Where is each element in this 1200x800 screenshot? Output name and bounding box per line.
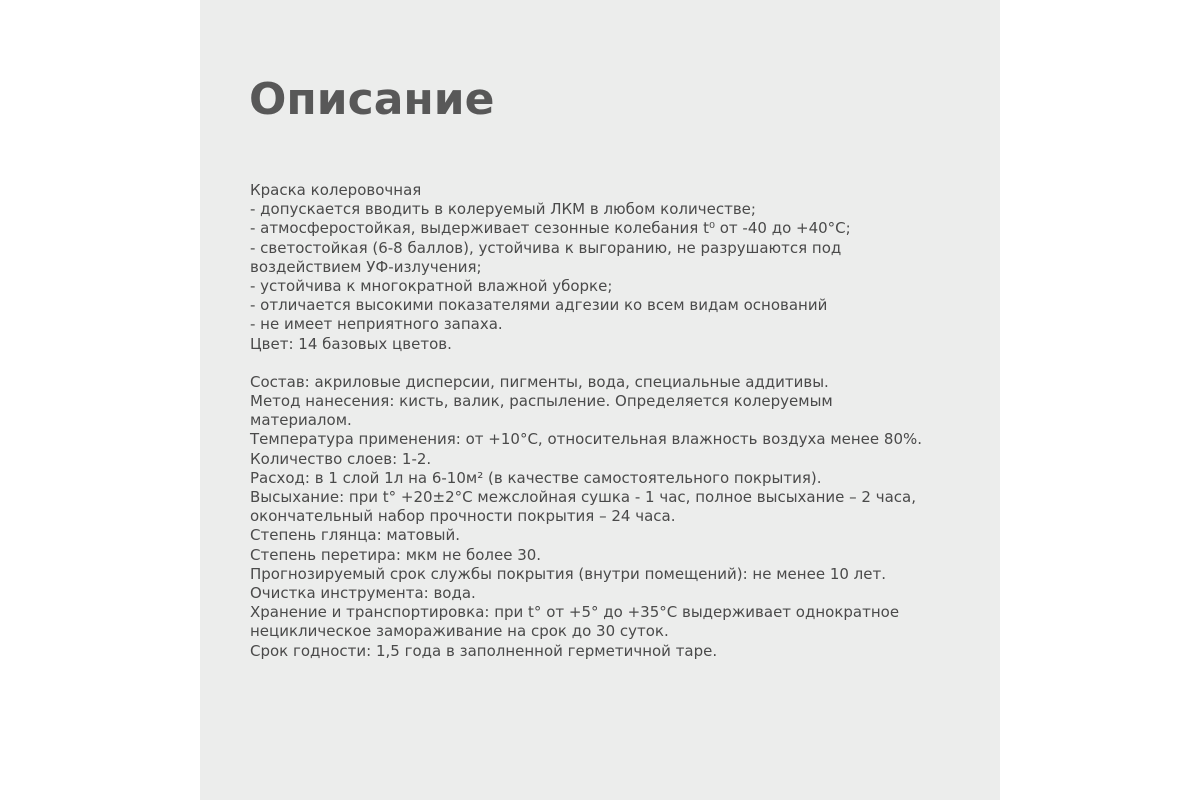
description-line: - не имеет неприятного запаха.	[250, 315, 503, 334]
description-line: - устойчива к многократной влажной уборке;	[250, 276, 613, 295]
description-card	[200, 0, 1000, 800]
spec-line: Количество слоев: 1-2.	[250, 449, 432, 468]
spec-line: Прогнозируемый срок службы покрытия (внутри помещений): не менее 10 лет.	[250, 564, 886, 583]
spec-line: Состав: акриловые дисперсии, пигменты, вода, специальные аддитивы.	[250, 372, 829, 391]
paragraph-gap	[250, 354, 970, 373]
spec-line: Хранение и транспортировка: при t° от +5° до +35°C выдерживает однократное	[250, 603, 900, 622]
description-line: Краска колеровочная	[250, 181, 422, 199]
spec-line: Метод нанесения: кисть, валик, распыление. Определяется колеруемым	[250, 392, 833, 411]
description-line: - отличается высокими показателями адгезии ко всем видам оснований	[250, 296, 828, 315]
page-title: Описание	[249, 74, 495, 125]
spec-line: Расход: в 1 слой 1л на 6-10м² (в качестве самостоятельного покрытия).	[250, 468, 822, 487]
description-line: воздействием УФ-излучения;	[250, 257, 482, 276]
spec-line: Температура применения: от +10°C, относительная влажность воздуха менее 80%.	[250, 430, 923, 449]
description-line: - светостойкая (6-8 баллов), устойчива к выгоранию, не разрушаются под	[250, 238, 842, 257]
spec-line: материалом.	[250, 411, 352, 430]
description-line: - допускается вводить в колеруемый ЛКМ в любом количестве;	[250, 200, 756, 219]
spec-line: Срок годности: 1,5 года в заполненной герметичной таре.	[250, 641, 718, 660]
description-line: - атмосферостойкая, выдерживает сезонные колебания t⁰ от -40 до +40°C;	[250, 219, 851, 238]
spec-line: Высыхание: при t° +20±2°C межслойная сушка - 1 час, полное высыхание – 2 часа,	[250, 488, 916, 506]
spec-line: Степень глянца: матовый.	[250, 526, 461, 545]
description-body	[250, 181, 970, 661]
spec-line: Очистка инструмента: вода.	[250, 583, 476, 602]
spec-line: окончательный набор прочности покрытия – 24 часа.	[250, 507, 676, 526]
description-line: Цвет: 14 базовых цветов.	[250, 334, 452, 353]
spec-line: нециклическое замораживание на срок до 30 суток.	[250, 622, 669, 641]
spec-line: Степень перетира: мкм не более 30.	[250, 545, 542, 564]
